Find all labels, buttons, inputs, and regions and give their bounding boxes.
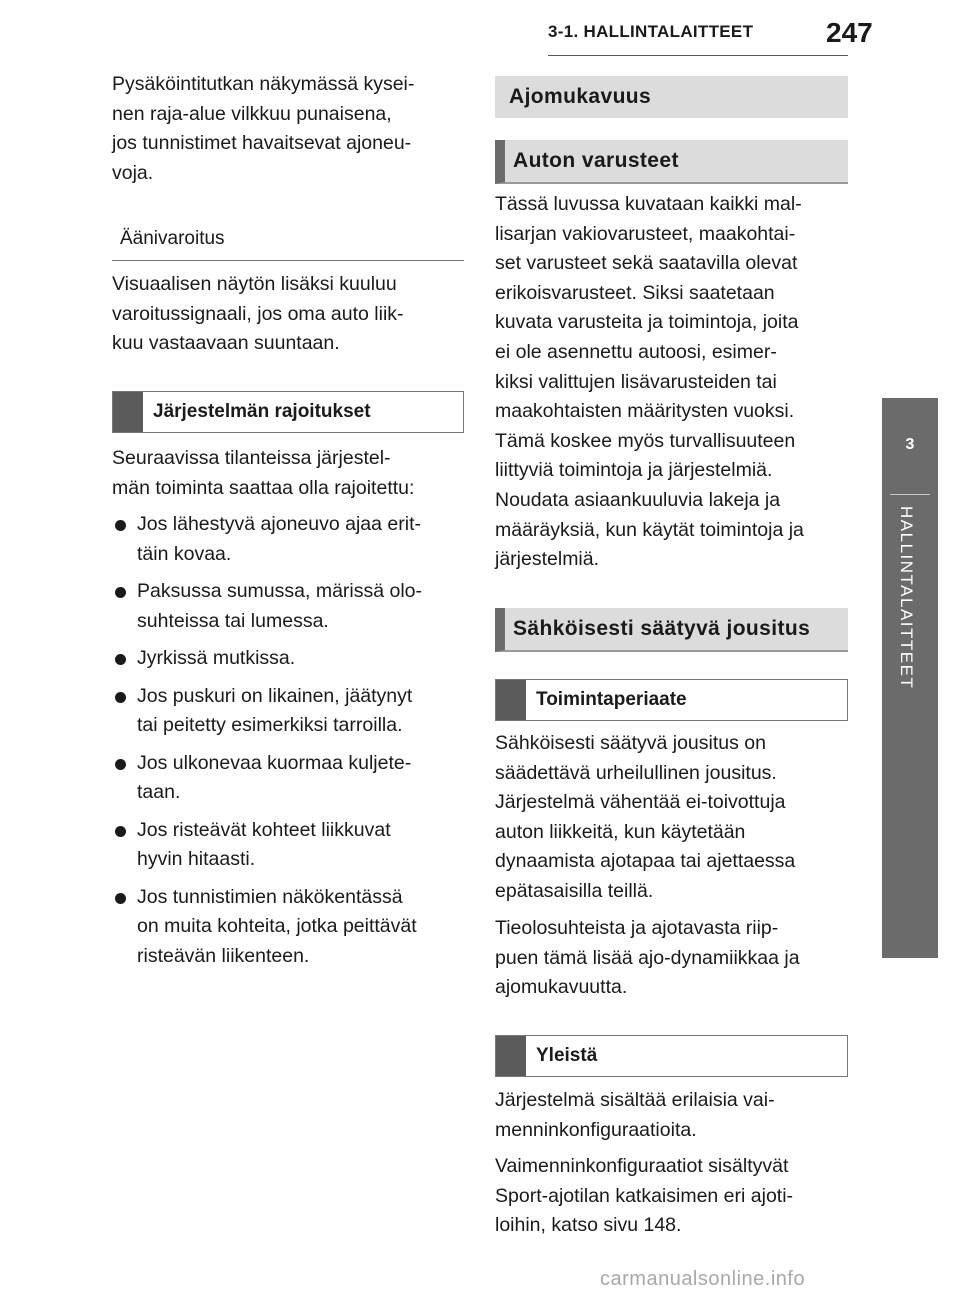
text-line: puen tämä lisää ajo-dynamiikkaa ja [495, 946, 800, 969]
chapter-label: HALLINTALAITTEET [897, 506, 916, 690]
list-item [112, 577, 472, 636]
text-line: Paksussa sumussa, märissä olo- [137, 580, 423, 602]
text-line: Jyrkissä mutkissa. [137, 647, 296, 669]
text-line: on muita kohteita, jotka peittävät [137, 915, 417, 937]
text-line: risteävän liikenteen. [137, 944, 310, 967]
text-line: lisarjan vakiovarusteet, maakohtai- [495, 222, 796, 245]
general-paragraph-1 [495, 1086, 855, 1145]
list-item [112, 749, 472, 808]
bullet-icon [115, 826, 126, 837]
text-line: Jos tunnistimien näkökentässä [137, 885, 403, 908]
suspension-heading: Sähköisesti säätyvä jousitus [513, 617, 811, 640]
general-paragraph-2 [495, 1152, 855, 1241]
equipment-heading: Auton varusteet [513, 149, 679, 172]
bullet-icon [115, 759, 126, 770]
text-line: Jos lähestyvä ajoneuvo ajaa erit- [137, 513, 421, 535]
heading-text: Toimintaperiaate [536, 689, 687, 710]
text-line: Jos puskuri on likainen, jäätynyt [137, 684, 413, 707]
text-line: kuvata varusteita ja toimintoja, joita [495, 311, 799, 334]
text-line: säädettävä urheilullinen jousitus. [495, 761, 777, 784]
text-line: voja. [112, 161, 154, 184]
text-line: Jos ulkonevaa kuormaa kuljete- [137, 751, 412, 774]
text-line: Visuaalisen näytön lisäksi kuuluu [112, 273, 397, 295]
main-heading: Ajomukavuus [509, 85, 652, 108]
bullet-icon [115, 520, 126, 531]
text-line: nen raja-alue vilkkuu punaisena, [112, 102, 392, 125]
list-item [112, 510, 472, 569]
watermark: carmanualsonline.info [600, 1268, 806, 1290]
chapter-number: 3 [905, 436, 915, 453]
header-rule [548, 55, 848, 56]
section-title: 3-1. HALLINTALAITTEET [548, 22, 754, 41]
intro-paragraph [112, 70, 472, 188]
text-line: Tämä koskee myös turvallisuuteen [495, 429, 796, 452]
heading-marker [496, 680, 526, 720]
equipment-paragraph [495, 190, 855, 575]
text-line: määräyksiä, kun käytät toimintoja ja [495, 518, 804, 541]
main-heading-band [495, 76, 848, 118]
text-line: epätasaisilla teillä. [495, 879, 654, 902]
text-line: Pysäköintitutkan näkymässä kysei- [112, 73, 415, 95]
page-number: 247 [826, 17, 873, 48]
text-line: täin kovaa. [137, 542, 232, 565]
text-line: Tieolosuhteista ja ajotavasta riip- [495, 917, 779, 939]
sound-warning-heading [112, 218, 464, 261]
text-line: kuu vastaavaan suuntaan. [112, 332, 340, 355]
list-item [112, 682, 472, 741]
text-line: män toiminta saattaa olla rajoitettu: [112, 476, 415, 499]
limitations-list [112, 510, 472, 979]
suspension-heading-band [495, 608, 848, 652]
text-line: erikoisvarusteet. Siksi saatetaan [495, 281, 775, 304]
text-line: Sähköisesti säätyvä jousitus on [495, 732, 766, 754]
tab-divider [890, 494, 930, 495]
text-line: auton liikkeitä, kun käytetään [495, 820, 746, 843]
text-line: jos tunnistimet havaitsevat ajoneu- [112, 132, 412, 155]
text-line: Järjestelmä sisältää erilaisia vai- [495, 1089, 775, 1111]
text-line: Jos risteävät kohteet liikkuvat [137, 818, 391, 841]
text-line: taan. [137, 781, 181, 803]
chapter-side-tab [882, 398, 938, 958]
heading-marker [113, 392, 143, 432]
general-heading [495, 1035, 848, 1077]
bullet-icon [115, 893, 126, 904]
text-line: Seuraavissa tilanteissa järjestel- [112, 447, 391, 469]
principle-paragraph-1 [495, 729, 855, 907]
heading-marker [496, 1036, 526, 1076]
heading-text: Äänivaroitus [120, 228, 225, 249]
text-line: set varusteet sekä saatavilla olevat [495, 252, 798, 275]
limits-intro [112, 444, 472, 503]
bullet-icon [115, 692, 126, 703]
list-item [112, 883, 472, 972]
bullet-icon [115, 654, 126, 665]
text-line: Tässä luvussa kuvataan kaikki mal- [495, 193, 802, 215]
text-line: ajomukavuutta. [495, 976, 628, 999]
list-item [112, 816, 472, 875]
text-line: hyvin hitaasti. [137, 848, 256, 870]
text-line: Noudata asiaankuuluvia lakeja ja [495, 488, 781, 511]
heading-text: Yleistä [536, 1045, 598, 1066]
limits-heading [112, 391, 464, 433]
text-line: menninkonfiguraatioita. [495, 1118, 697, 1141]
text-line: maakohtaisten määritysten vuoksi. [495, 400, 795, 423]
principle-heading [495, 679, 848, 721]
list-item [112, 644, 472, 674]
equipment-heading-band [495, 140, 848, 184]
text-line: liittyviä toimintoja ja järjestelmiä. [495, 459, 773, 482]
text-line: suhteissa tai lumessa. [137, 609, 329, 632]
bullet-icon [115, 587, 126, 598]
text-line: loihin, katso sivu 148. [495, 1214, 682, 1237]
text-line: Järjestelmä vähentää ei-toivottuja [495, 791, 786, 814]
text-line: varoitussignaali, jos oma auto liik- [112, 302, 404, 325]
text-line: kiksi valittujen lisävarusteiden tai [495, 370, 777, 393]
text-line: Vaimenninkonfiguraatiot sisältyvät [495, 1155, 789, 1177]
text-line: Sport-ajotilan katkaisimen eri ajoti- [495, 1184, 794, 1207]
text-line: dynaamista ajotapaa tai ajettaessa [495, 850, 796, 873]
text-line: järjestelmiä. [495, 548, 600, 571]
text-line: tai peitetty esimerkiksi tarroilla. [137, 714, 403, 736]
sound-paragraph [112, 270, 472, 359]
text-line: ei ole asennettu autoosi, esimer- [495, 340, 777, 363]
principle-paragraph-2 [495, 914, 855, 1003]
heading-text: Järjestelmän rajoitukset [153, 401, 371, 422]
